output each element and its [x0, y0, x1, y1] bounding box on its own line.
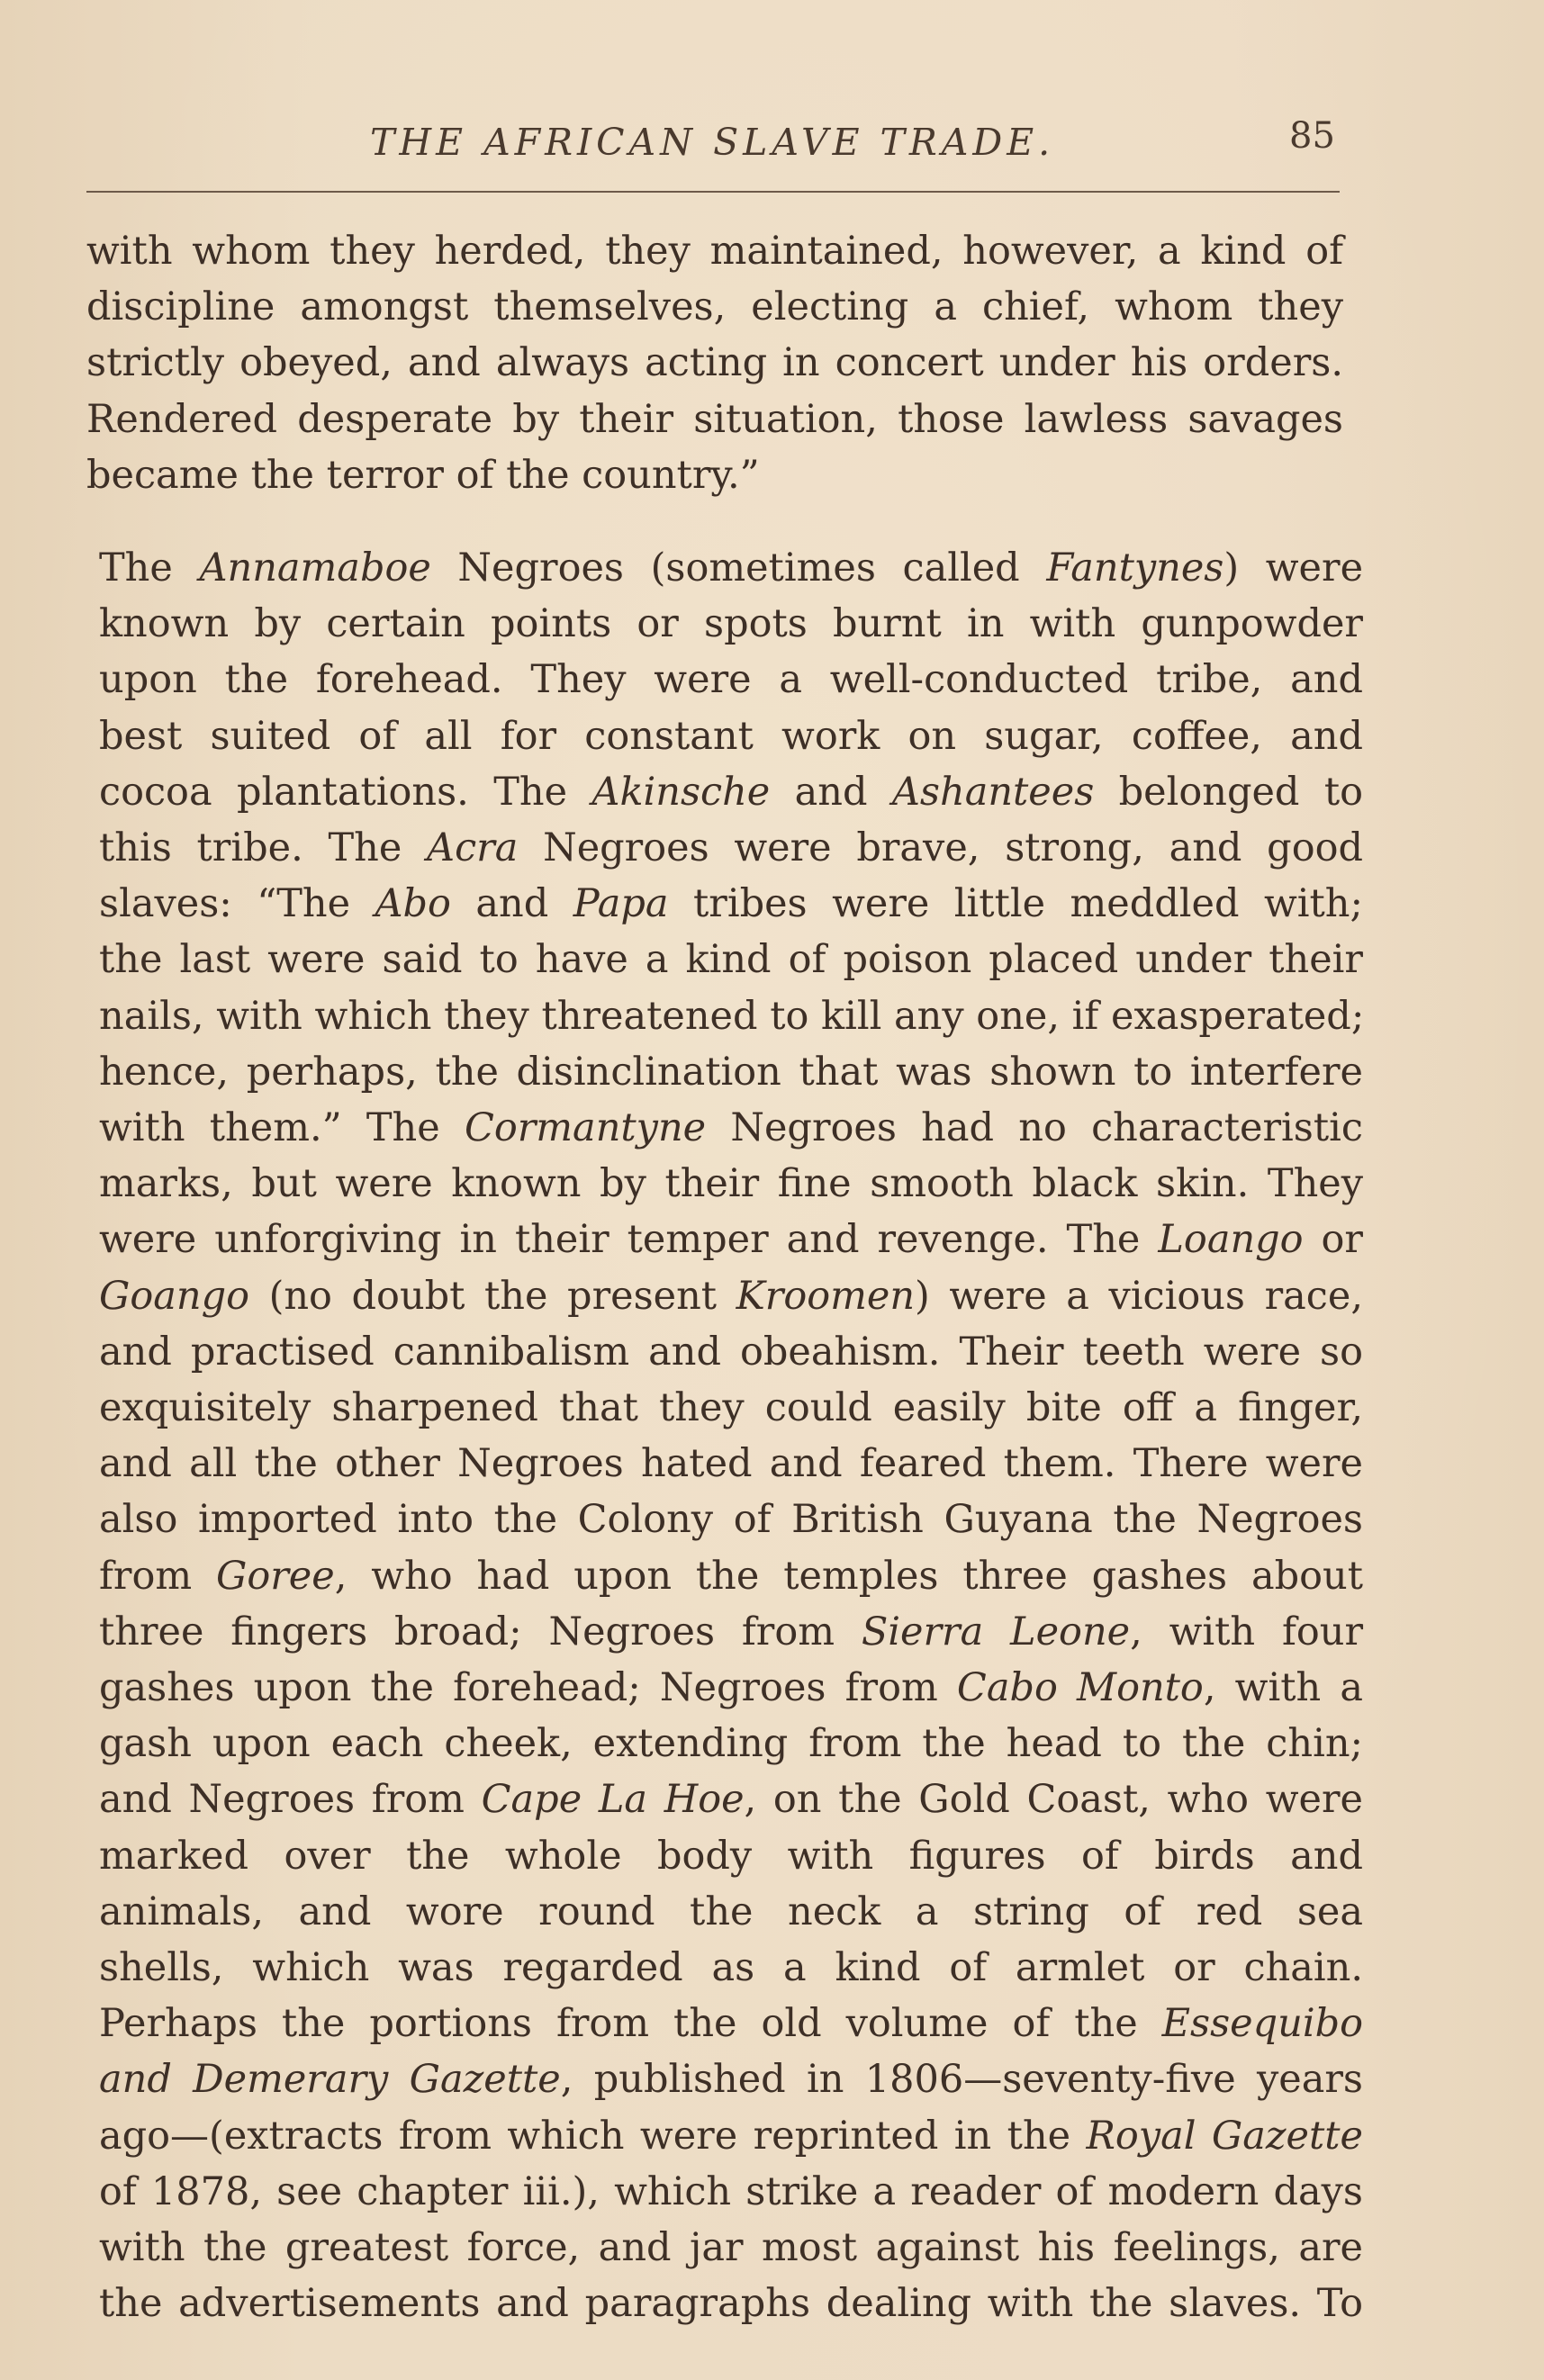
text-line: three fingers broad; Negroes from Sierra Leone, with four: [99, 1609, 1363, 1654]
text-line: cocoa plantations. The Akinsche and Ashantees belonged to: [99, 769, 1363, 815]
text-line: and Demerary Gazette, published in 1806—seventy-five years: [99, 2057, 1363, 2103]
text-line: best suited of all for constant work on sugar, coffee, and: [99, 713, 1363, 759]
text-line: ago—(extracts from which were reprinted in the Royal Gazette: [99, 2113, 1364, 2159]
text-line: Rendered desperate by their situation, those lawless savages: [86, 396, 1343, 442]
text-line: slaves: “The Abo and Papa tribes were little meddled with;: [99, 881, 1363, 927]
text-line: discipline amongst themselves, electing a chief, whom they: [86, 284, 1343, 330]
text-line: animals, and wore round the neck a string of red sea: [99, 1889, 1363, 1934]
text-line: this tribe. The Acra Negroes were brave, strong, and good: [99, 825, 1364, 871]
text-line: upon the forehead. They were a well-conducted tribe, and: [99, 657, 1363, 703]
text-line: nails, with which they threatened to kill any one, if exasperated;: [99, 993, 1365, 1039]
text-line: exquisitely sharpened that they could easily bite off a finger,: [99, 1385, 1363, 1431]
text-line: The Annamaboe Negroes (sometimes called Fantynes) were: [99, 545, 1364, 590]
text-line: known by certain points or spots burnt in with gunpowder: [99, 601, 1363, 647]
text-line: from Goree, who had upon the temples three gashes about: [99, 1553, 1363, 1599]
text-line: with whom they herded, they maintained, however, a kind of: [86, 229, 1343, 274]
header-rule: [86, 191, 1340, 193]
text-line: Goango (no doubt the present Kroomen) were a vicious race,: [99, 1273, 1363, 1319]
text-line: and Negroes from Cape La Hoe, on the Gold Coast, who were: [99, 1777, 1363, 1823]
text-line: with the greatest force, and jar most against his feelings, are: [99, 2225, 1363, 2271]
text-line: Perhaps the portions from the old volume of the Essequibo: [99, 2001, 1363, 2047]
text-line: and practised cannibalism and obeahism. Their teeth were so: [99, 1329, 1363, 1375]
text-line: the last were said to have a kind of poison placed under their: [99, 937, 1363, 983]
text-line: and all the other Negroes hated and feared them. There were: [99, 1441, 1363, 1487]
text-line: were unforgiving in their temper and revenge. The Loango or: [99, 1217, 1363, 1263]
text-line: marked over the whole body with figures of birds and: [99, 1833, 1363, 1879]
text-line: marks, but were known by their fine smooth black skin. They: [99, 1161, 1363, 1207]
page-number: 85: [1289, 115, 1335, 157]
paragraph-tribes: [99, 540, 1363, 2332]
page-header: [86, 115, 1347, 169]
text-line: with them.” The Cormantyne Negroes had no characteristic: [99, 1105, 1363, 1151]
running-title: THE AFRICAN SLAVE TRADE.: [370, 121, 1055, 164]
text-line: gashes upon the forehead; Negroes from Cabo Monto, with a: [99, 1665, 1363, 1711]
text-line: of 1878, see chapter iii.), which strike a reader of modern days: [99, 2168, 1363, 2214]
text-line: gash upon each cheek, extending from the head to the chin;: [99, 1721, 1363, 1767]
text-line: became the terror of the country.”: [86, 452, 760, 498]
text-line: the advertisements and paragraphs dealing with the slaves. To: [99, 2281, 1363, 2327]
paragraph-continuation: [86, 223, 1343, 503]
text-line: shells, which was regarded as a kind of armlet or chain.: [99, 1945, 1363, 1991]
text-line: strictly obeyed, and always acting in concert under his orders.: [86, 340, 1343, 386]
text-line: also imported into the Colony of British Guyana the Negroes: [99, 1497, 1363, 1543]
text-line: hence, perhaps, the disinclination that was shown to interfere: [99, 1049, 1363, 1095]
